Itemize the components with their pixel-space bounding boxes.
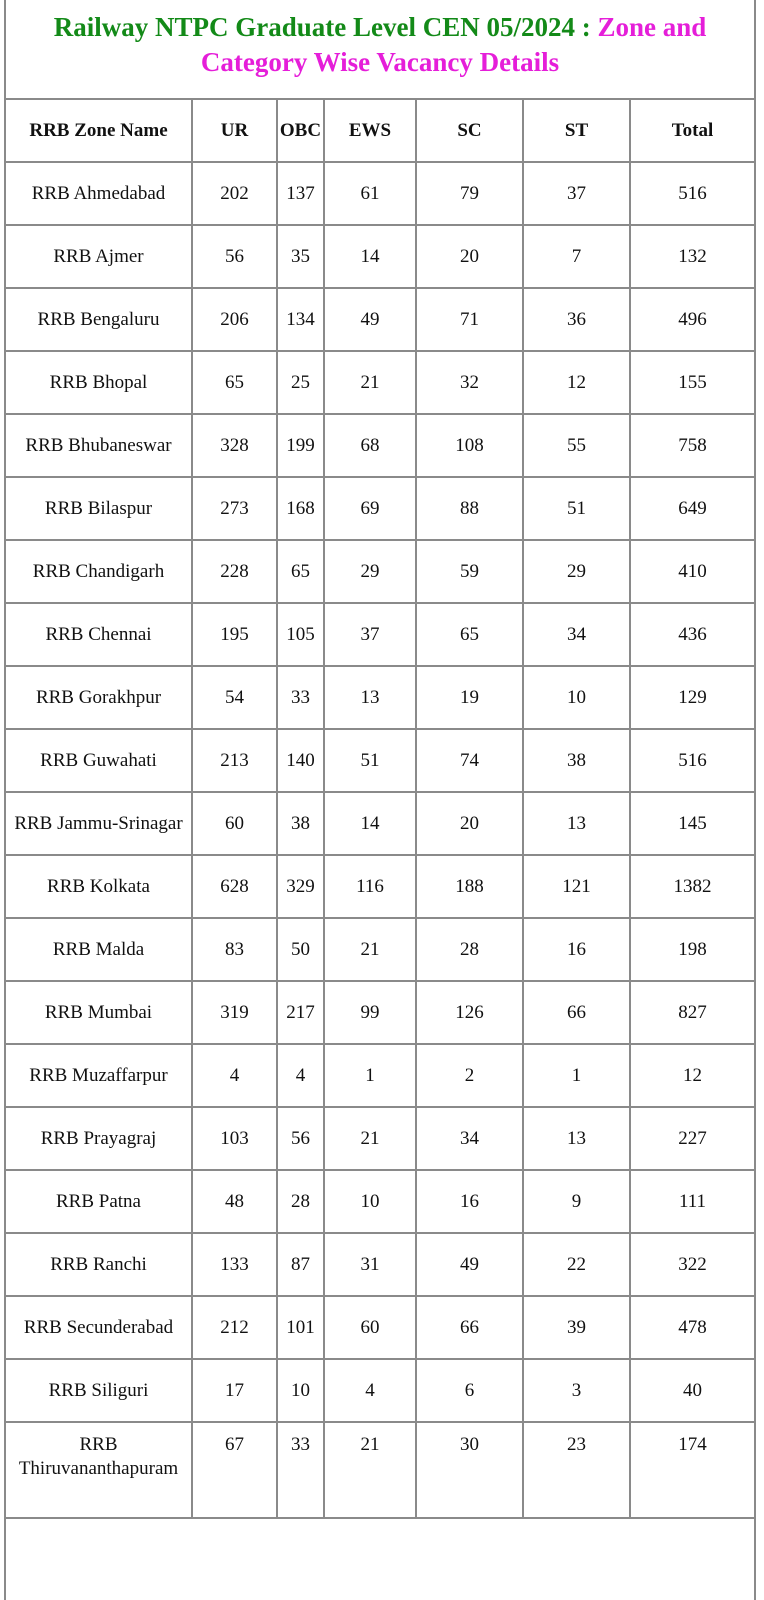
vacancy-count-cell: 23 [523,1422,630,1518]
vacancy-count-cell: 21 [324,1107,416,1170]
table-row [6,981,754,1044]
document-page [4,0,756,1600]
zone-name-cell: RRB Chennai [6,603,192,666]
title-green-text: Railway NTPC Graduate Level CEN 05/2024 : [53,12,591,42]
vacancy-count-cell: 25 [277,351,324,414]
zone-name-cell: RRB Jammu-Srinagar [6,792,192,855]
vacancy-count-cell: 198 [630,918,754,981]
vacancy-count-cell: 9 [523,1170,630,1233]
vacancy-count-cell: 4 [277,1044,324,1107]
vacancy-count-cell: 273 [192,477,277,540]
table-row [6,792,754,855]
vacancy-count-cell: 329 [277,855,324,918]
vacancy-count-cell: 12 [630,1044,754,1107]
vacancy-count-cell: 195 [192,603,277,666]
vacancy-count-cell: 79 [416,162,523,225]
table-row [6,351,754,414]
table-row [6,855,754,918]
vacancy-count-cell: 199 [277,414,324,477]
vacancy-count-cell: 16 [416,1170,523,1233]
zone-name-cell: RRB Gorakhpur [6,666,192,729]
table-body [6,162,754,1518]
vacancy-count-cell: 88 [416,477,523,540]
vacancy-count-cell: 65 [416,603,523,666]
vacancy-count-cell: 48 [192,1170,277,1233]
vacancy-count-cell: 10 [324,1170,416,1233]
vacancy-count-cell: 129 [630,666,754,729]
vacancy-count-cell: 56 [192,225,277,288]
vacancy-count-cell: 174 [630,1422,754,1518]
zone-name-cell: RRB Chandigarh [6,540,192,603]
vacancy-count-cell: 105 [277,603,324,666]
vacancy-count-cell: 34 [416,1107,523,1170]
vacancy-count-cell: 55 [523,414,630,477]
vacancy-count-cell: 14 [324,792,416,855]
vacancy-count-cell: 54 [192,666,277,729]
vacancy-count-cell: 155 [630,351,754,414]
column-header-rrb-zone-name: RRB Zone Name [6,100,192,162]
vacancy-count-cell: 87 [277,1233,324,1296]
vacancy-count-cell: 36 [523,288,630,351]
vacancy-count-cell: 22 [523,1233,630,1296]
table-row [6,162,754,225]
vacancy-count-cell: 516 [630,729,754,792]
column-header-ur: UR [192,100,277,162]
vacancy-count-cell: 67 [192,1422,277,1518]
zone-name-cell: RRB Kolkata [6,855,192,918]
vacancy-count-cell: 628 [192,855,277,918]
vacancy-count-cell: 33 [277,1422,324,1518]
zone-name-cell: RRB Mumbai [6,981,192,1044]
column-header-obc: OBC [277,100,324,162]
vacancy-count-cell: 213 [192,729,277,792]
vacancy-count-cell: 188 [416,855,523,918]
vacancy-count-cell: 516 [630,162,754,225]
page-title [6,0,754,100]
table-row [6,666,754,729]
vacancy-count-cell: 19 [416,666,523,729]
table-row [6,1296,754,1359]
vacancy-count-cell: 3 [523,1359,630,1422]
vacancy-count-cell: 410 [630,540,754,603]
vacancy-count-cell: 17 [192,1359,277,1422]
vacancy-count-cell: 4 [324,1359,416,1422]
vacancy-count-cell: 168 [277,477,324,540]
vacancy-count-cell: 30 [416,1422,523,1518]
vacancy-count-cell: 83 [192,918,277,981]
vacancy-count-cell: 59 [416,540,523,603]
table-row [6,540,754,603]
vacancy-count-cell: 1 [324,1044,416,1107]
vacancy-count-cell: 37 [324,603,416,666]
vacancy-count-cell: 116 [324,855,416,918]
table-row [6,288,754,351]
zone-name-cell: RRB Bhubaneswar [6,414,192,477]
vacancy-count-cell: 21 [324,1422,416,1518]
vacancy-count-cell: 60 [192,792,277,855]
vacancy-count-cell: 28 [416,918,523,981]
vacancy-count-cell: 29 [523,540,630,603]
vacancy-count-cell: 212 [192,1296,277,1359]
zone-name-cell: RRB Ranchi [6,1233,192,1296]
zone-name-cell: RRB Ajmer [6,225,192,288]
vacancy-count-cell: 217 [277,981,324,1044]
table-row [6,477,754,540]
vacancy-count-cell: 319 [192,981,277,1044]
vacancy-count-cell: 478 [630,1296,754,1359]
title-pink-text-2: Category Wise Vacancy Details [200,47,560,77]
zone-name-cell: RRB Malda [6,918,192,981]
vacancy-count-cell: 51 [523,477,630,540]
vacancy-count-cell: 28 [277,1170,324,1233]
vacancy-count-cell: 56 [277,1107,324,1170]
vacancy-count-cell: 14 [324,225,416,288]
vacancy-count-cell: 71 [416,288,523,351]
vacancy-count-cell: 101 [277,1296,324,1359]
vacancy-count-cell: 140 [277,729,324,792]
vacancy-count-cell: 7 [523,225,630,288]
vacancy-table [6,100,754,1519]
vacancy-count-cell: 111 [630,1170,754,1233]
table-row [6,918,754,981]
vacancy-count-cell: 322 [630,1233,754,1296]
vacancy-count-cell: 202 [192,162,277,225]
vacancy-count-cell: 20 [416,225,523,288]
vacancy-count-cell: 21 [324,918,416,981]
vacancy-count-cell: 37 [523,162,630,225]
vacancy-count-cell: 206 [192,288,277,351]
vacancy-count-cell: 12 [523,351,630,414]
vacancy-count-cell: 21 [324,351,416,414]
zone-name-cell: RRB Thiruvananthapuram [6,1422,192,1518]
bottom-strip [6,1560,754,1600]
vacancy-count-cell: 103 [192,1107,277,1170]
vacancy-count-cell: 38 [277,792,324,855]
vacancy-count-cell: 496 [630,288,754,351]
vacancy-count-cell: 6 [416,1359,523,1422]
vacancy-count-cell: 50 [277,918,324,981]
zone-name-cell: RRB Secunderabad [6,1296,192,1359]
zone-name-cell: RRB Siliguri [6,1359,192,1422]
vacancy-count-cell: 60 [324,1296,416,1359]
vacancy-count-cell: 1382 [630,855,754,918]
vacancy-count-cell: 40 [630,1359,754,1422]
table-row [6,603,754,666]
vacancy-count-cell: 10 [523,666,630,729]
title-pink-text-1: Zone and [597,12,707,42]
vacancy-count-cell: 68 [324,414,416,477]
vacancy-count-cell: 134 [277,288,324,351]
vacancy-count-cell: 108 [416,414,523,477]
vacancy-count-cell: 69 [324,477,416,540]
vacancy-count-cell: 436 [630,603,754,666]
vacancy-count-cell: 61 [324,162,416,225]
vacancy-count-cell: 49 [324,288,416,351]
table-header-row [6,100,754,162]
vacancy-count-cell: 35 [277,225,324,288]
vacancy-count-cell: 758 [630,414,754,477]
zone-name-cell: RRB Ahmedabad [6,162,192,225]
column-header-total: Total [630,100,754,162]
table-row [6,414,754,477]
zone-name-cell: RRB Patna [6,1170,192,1233]
vacancy-count-cell: 4 [192,1044,277,1107]
table-row [6,1107,754,1170]
vacancy-count-cell: 74 [416,729,523,792]
vacancy-count-cell: 49 [416,1233,523,1296]
vacancy-count-cell: 29 [324,540,416,603]
zone-name-cell: RRB Prayagraj [6,1107,192,1170]
vacancy-count-cell: 39 [523,1296,630,1359]
vacancy-count-cell: 133 [192,1233,277,1296]
vacancy-count-cell: 121 [523,855,630,918]
vacancy-count-cell: 126 [416,981,523,1044]
column-header-st: ST [523,100,630,162]
vacancy-count-cell: 20 [416,792,523,855]
vacancy-count-cell: 227 [630,1107,754,1170]
table-row [6,1233,754,1296]
vacancy-count-cell: 65 [192,351,277,414]
vacancy-count-cell: 132 [630,225,754,288]
vacancy-count-cell: 31 [324,1233,416,1296]
column-header-ews: EWS [324,100,416,162]
column-header-sc: SC [416,100,523,162]
vacancy-count-cell: 228 [192,540,277,603]
vacancy-count-cell: 145 [630,792,754,855]
zone-name-cell: RRB Bengaluru [6,288,192,351]
vacancy-count-cell: 137 [277,162,324,225]
zone-name-cell: RRB Bhopal [6,351,192,414]
table-row [6,1422,754,1518]
vacancy-count-cell: 66 [416,1296,523,1359]
vacancy-count-cell: 1 [523,1044,630,1107]
vacancy-count-cell: 13 [523,792,630,855]
zone-name-cell: RRB Guwahati [6,729,192,792]
vacancy-count-cell: 649 [630,477,754,540]
vacancy-count-cell: 32 [416,351,523,414]
vacancy-count-cell: 38 [523,729,630,792]
vacancy-count-cell: 66 [523,981,630,1044]
vacancy-count-cell: 51 [324,729,416,792]
table-row [6,1044,754,1107]
table-row [6,1170,754,1233]
vacancy-count-cell: 827 [630,981,754,1044]
vacancy-count-cell: 10 [277,1359,324,1422]
vacancy-count-cell: 33 [277,666,324,729]
vacancy-count-cell: 13 [324,666,416,729]
vacancy-count-cell: 328 [192,414,277,477]
zone-name-cell: RRB Muzaffarpur [6,1044,192,1107]
table-row [6,729,754,792]
vacancy-count-cell: 65 [277,540,324,603]
table-row [6,1359,754,1422]
vacancy-count-cell: 16 [523,918,630,981]
table-row [6,225,754,288]
vacancy-count-cell: 2 [416,1044,523,1107]
vacancy-count-cell: 34 [523,603,630,666]
zone-name-cell: RRB Bilaspur [6,477,192,540]
vacancy-count-cell: 13 [523,1107,630,1170]
vacancy-count-cell: 99 [324,981,416,1044]
